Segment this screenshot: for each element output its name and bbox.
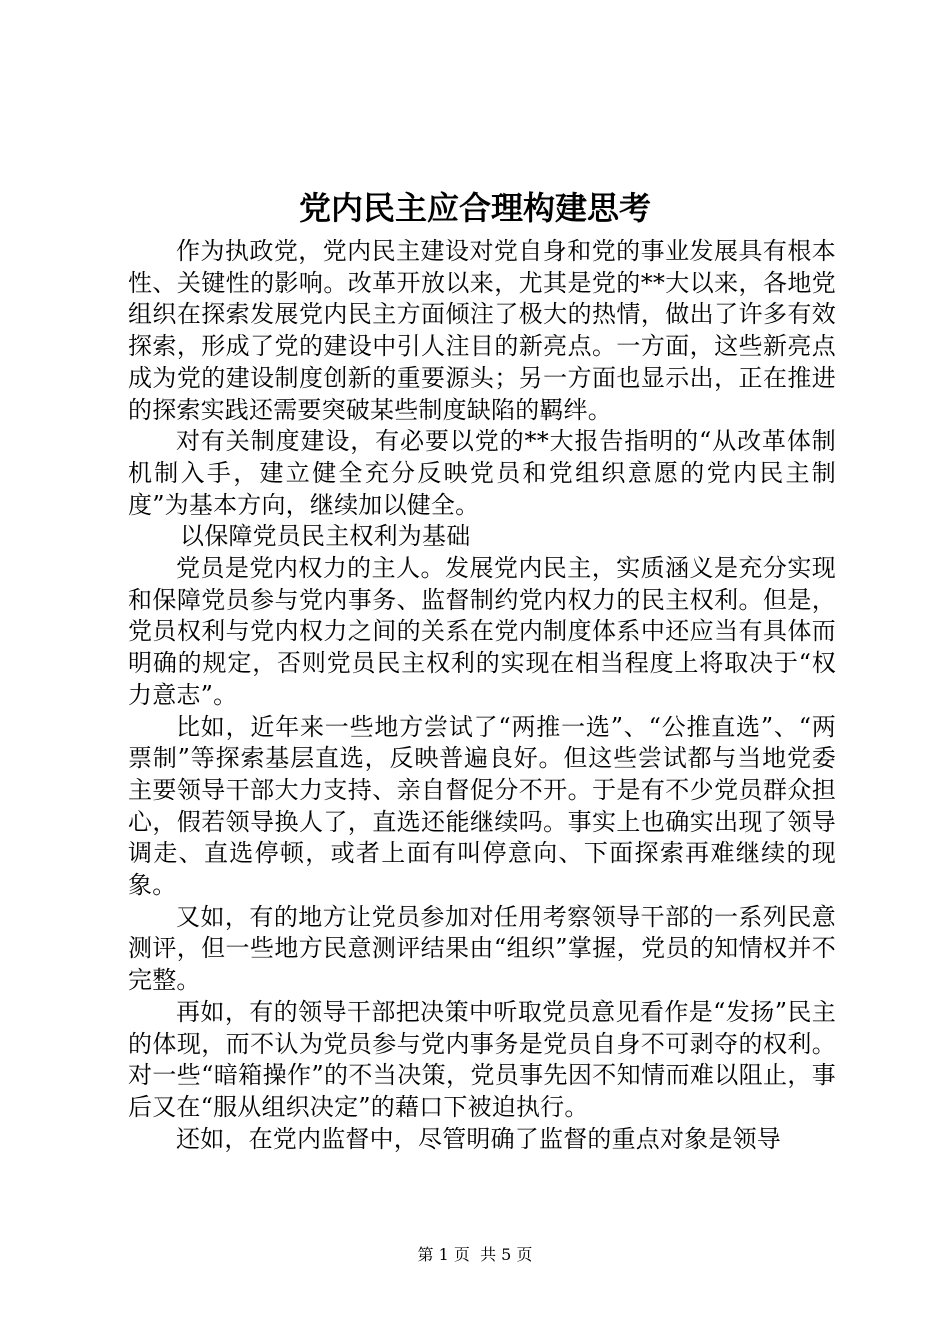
section-heading: 以保障党员民主权利为基础 [180,522,471,551]
paragraph: 对有关制度建设，有必要以党的**大报告指明的“从改革体制机制入手，建立健全充分反映党员和党组织意愿的党内民主制度”为基本方向，继续加以健全。 [128,427,836,519]
document-title: 党内民主应合理构建思考 [298,189,651,227]
paragraph: 又如，有的地方让党员参加对任用考察领导干部的一系列民意测评，但一些地方民意测评结果由“组织”掌握，党员的知情权并不完整。 [128,902,836,995]
paragraph: 再如，有的领导干部把决策中听取党员意见看作是“发扬”民主的体现，而不认为党员参与党内事务是党员自身不可剥夺的权利。对一些“暗箱操作”的不当决策，党员事先因不知情而难以阻止，事后又在“服从组织决定”的藉口下被迫执行。 [128,997,836,1121]
paragraph: 作为执政党，党内民主建设对党自身和党的事业发展具有根本性、关键性的影响。改革开放以来，尤其是党的**大以来，各地党组织在探索发展党内民主方面倾注了极大的热情，做出了许多有效探索，形成了党的建设中引人注目的新亮点。一方面，这些新亮点成为党的建设制度创新的重要源头；另一方面也显示出，正在推进的探索实践还需要突破某些制度缺陷的羁绊。 [128,237,836,424]
paragraph: 党员是党内权力的主人。发展党内民主，实质涵义是充分实现和保障党员参与党内事务、监督制约党内权力的民主权利。但是，党员权利与党内权力之间的关系在党内制度体系中还应当有具体而明确的规定，否则党员民主权利的实现在相当程度上将取决于“权力意志”。 [128,554,836,709]
page-number-label: 第 1 页 共 5 页 [417,1245,533,1264]
page-footer [0,1243,950,1267]
paragraph: 还如，在党内监督中，尽管明确了监督的重点对象是领导 [176,1124,781,1153]
document-body [128,236,836,1155]
paragraph: 比如，近年来一些地方尝试了“两推一选”、“公推直选”、“两票制”等探索基层直选，反映普遍良好。但这些尝试都与当地党委主要领导干部大力支持、亲自督促分不开。于是有不少党员群众担心，假若领导换人了，直选还能继续吗。事实上也确实出现了领导调走、直选停顿，或者上面有叫停意向、下面探索再难继续的现象。 [128,712,836,900]
